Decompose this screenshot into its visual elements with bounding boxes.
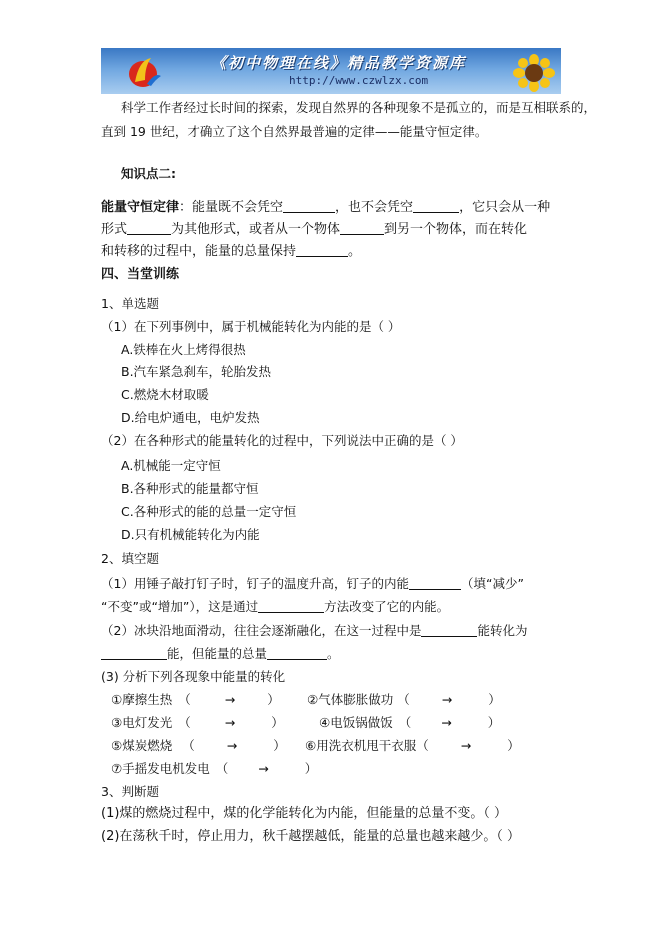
banner-url[interactable]: http://www.czwlzx.com bbox=[289, 74, 429, 87]
judge-heading: 3、判断题 bbox=[101, 784, 159, 799]
single-choice-heading: 1、单选题 bbox=[101, 296, 159, 311]
bracket: ） bbox=[273, 738, 286, 753]
bracket: （ bbox=[398, 715, 412, 730]
section-4-heading: 四、当堂训练 bbox=[101, 267, 180, 282]
bracket: ） bbox=[267, 692, 280, 707]
item-label: ⑥用洗衣机甩干衣服 bbox=[305, 738, 417, 753]
site-logo bbox=[125, 54, 165, 90]
banner-title: 《初中物理在线》精品教学资源库 bbox=[211, 54, 467, 72]
arrow-icon: → bbox=[226, 738, 238, 753]
sunflower-icon bbox=[513, 54, 555, 92]
bracket: （ bbox=[416, 738, 429, 753]
fill-text: 方法改变了它的内能。 bbox=[324, 599, 450, 614]
bracket: （ bbox=[397, 692, 410, 707]
header-banner bbox=[101, 48, 561, 94]
conversion-item-5 bbox=[111, 738, 286, 754]
blank-field[interactable] bbox=[409, 577, 461, 590]
option-b[interactable]: B.各种形式的能量都守恒 bbox=[121, 481, 259, 496]
fill-text: （填“减少” bbox=[460, 576, 524, 591]
option-d[interactable]: D.给电炉通电，电炉发热 bbox=[121, 410, 260, 425]
conversion-item-3 bbox=[111, 715, 284, 731]
bracket: ） bbox=[271, 715, 284, 730]
bracket: （ bbox=[182, 738, 195, 753]
fill-q3: (3) 分析下列各现象中能量的转化 bbox=[101, 669, 286, 684]
blank-field[interactable] bbox=[283, 200, 335, 213]
fill-text: 能转化为 bbox=[477, 623, 528, 638]
law-colon: ： bbox=[179, 200, 193, 215]
bracket: ） bbox=[488, 692, 501, 707]
law-line-1 bbox=[101, 197, 550, 219]
blank-field[interactable] bbox=[413, 200, 459, 213]
fill-text: 能，但能量的总量 bbox=[167, 646, 268, 661]
arrow-icon: → bbox=[224, 692, 236, 707]
item-label: ②气体膨胀做功 bbox=[307, 692, 394, 707]
question-2: （2）在各种形式的能量转化的过程中，下列说法中正确的是（ ） bbox=[101, 433, 463, 448]
law-line-3 bbox=[101, 241, 361, 263]
bracket: （ bbox=[178, 715, 191, 730]
judge-q1: (1)煤的燃烧过程中，煤的化学能转化为内能，但能量的总量不变。（ ） bbox=[101, 806, 508, 821]
conversion-item-1 bbox=[111, 692, 280, 708]
fill-q2-line-1 bbox=[101, 623, 527, 639]
fill-text: 。 bbox=[327, 646, 340, 661]
law-text: ，也不会凭空 bbox=[335, 200, 414, 215]
fill-q2-line-2 bbox=[101, 646, 340, 662]
law-text: 形式 bbox=[101, 222, 128, 237]
item-label: ④电饭锅做饭 bbox=[319, 715, 393, 730]
blank-field[interactable] bbox=[127, 222, 171, 235]
judge-q2: (2)在荡秋千时，停止用力，秋千越摆越低，能量的总量也越来越少。（ ） bbox=[101, 829, 521, 844]
conversion-item-7 bbox=[111, 761, 317, 777]
item-label: ③电灯发光 bbox=[111, 715, 173, 730]
law-text: 和转移的过程中，能量的总量保持 bbox=[101, 244, 297, 259]
arrow-icon: → bbox=[258, 761, 269, 776]
conversion-item-6 bbox=[305, 738, 520, 754]
fill-q1-line-1 bbox=[101, 576, 524, 592]
item-label: ①摩擦生热 bbox=[111, 692, 173, 707]
law-text: 到另一个物体，而在转化 bbox=[384, 222, 528, 237]
bracket: ） bbox=[507, 738, 520, 753]
bracket: ） bbox=[487, 715, 501, 730]
bracket: （ bbox=[215, 761, 229, 776]
blank-field[interactable] bbox=[340, 222, 384, 235]
blank-field[interactable] bbox=[258, 600, 324, 613]
fill-text: （1）用锤子敲打钉子时，钉子的温度升高，钉子的内能 bbox=[101, 576, 409, 591]
law-text: ，它只会从一种 bbox=[459, 200, 551, 215]
law-text: 。 bbox=[348, 244, 362, 259]
intro-line-1: 科学工作者经过长时间的探索，发现自然界的各种现象不是孤立的，而是互相联系的， bbox=[121, 100, 597, 115]
blank-field[interactable] bbox=[296, 244, 348, 257]
knowledge-point-heading: 知识点二: bbox=[121, 166, 176, 181]
arrow-icon: → bbox=[441, 715, 452, 730]
fill-text: （2）冰块沿地面滑动，往往会逐渐融化，在这一过程中是 bbox=[101, 623, 422, 638]
option-c[interactable]: C.燃烧木材取暖 bbox=[121, 387, 209, 402]
option-c[interactable]: C.各种形式的能的总量一定守恒 bbox=[121, 504, 297, 519]
conversion-item-4 bbox=[319, 715, 500, 731]
conversion-item-2 bbox=[307, 692, 501, 708]
law-text: 能量既不会凭空 bbox=[192, 200, 284, 215]
option-b[interactable]: B.汽车紧急刹车，轮胎发热 bbox=[121, 364, 272, 379]
bracket: （ bbox=[178, 692, 191, 707]
option-a[interactable]: A.机械能一定守恒 bbox=[121, 458, 221, 473]
question-1: （1）在下列事例中，属于机械能转化为内能的是（ ） bbox=[101, 319, 401, 334]
fill-q1-line-2 bbox=[101, 599, 449, 615]
arrow-icon: → bbox=[441, 692, 453, 707]
intro-line-2: 直到 19 世纪，才确立了这个自然界最普遍的定律——能量守恒定律。 bbox=[101, 124, 488, 139]
fill-text: “不变”或“增加”），这是通过 bbox=[101, 599, 259, 614]
arrow-icon: → bbox=[224, 715, 236, 730]
bracket: ） bbox=[304, 761, 318, 776]
option-a[interactable]: A.铁棒在火上烤得很热 bbox=[121, 342, 246, 357]
law-label: 能量守恒定律 bbox=[101, 200, 180, 215]
law-line-2 bbox=[101, 219, 527, 241]
fill-heading: 2、填空题 bbox=[101, 551, 159, 566]
item-label: ⑤煤炭燃烧 bbox=[111, 738, 173, 753]
blank-field[interactable] bbox=[421, 624, 477, 637]
arrow-icon: → bbox=[460, 738, 472, 753]
blank-field[interactable] bbox=[267, 647, 327, 660]
blank-field[interactable] bbox=[101, 647, 167, 660]
option-d[interactable]: D.只有机械能转化为内能 bbox=[121, 527, 260, 542]
law-text: 为其他形式，或者从一个物体 bbox=[171, 222, 341, 237]
item-label: ⑦手摇发电机发电 bbox=[111, 761, 210, 776]
